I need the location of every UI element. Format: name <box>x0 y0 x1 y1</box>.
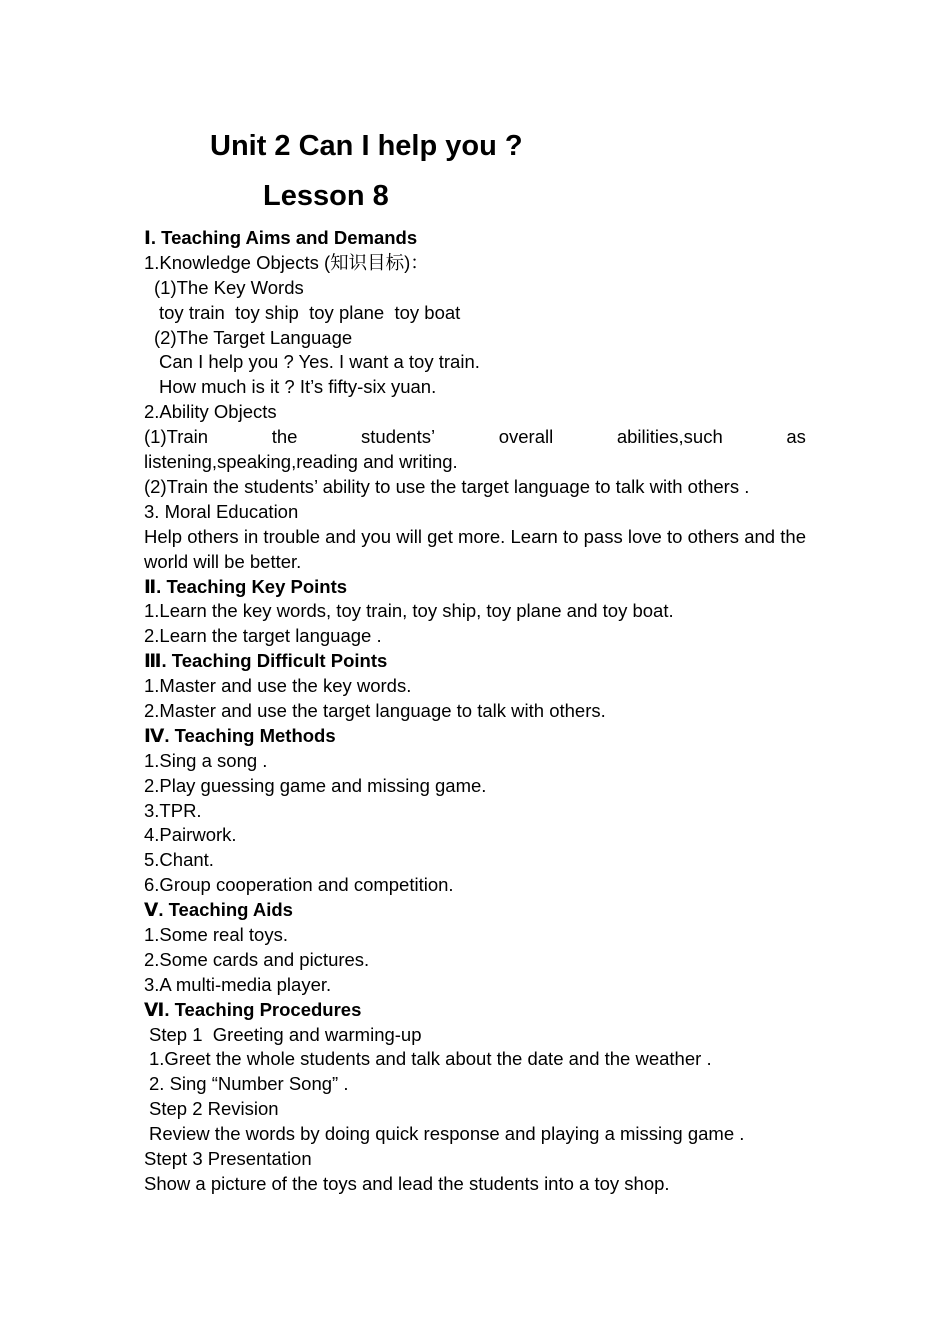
word: abilities,such <box>616 426 723 448</box>
method-item: 1.Sing a song . <box>144 749 268 771</box>
method-item: 2.Play guessing game and missing game. <box>144 774 487 796</box>
knowledge-objects-line: 1.Knowledge Objects (知识目标)： <box>144 251 429 273</box>
section-heading-methods: Ⅳ. Teaching Methods <box>144 724 336 746</box>
target-language-line-1: Can I help you ? Yes. I want a toy train. <box>159 351 480 373</box>
step-1-item-1: 1.Greet the whole students and talk about the date and the weather . <box>149 1048 712 1070</box>
ability-objects-line: 2.Ability Objects <box>144 401 277 423</box>
difficult-point-2: 2.Master and use the target language to talk with others. <box>144 699 606 721</box>
word: as <box>786 426 806 448</box>
step-1-heading: Step 1 Greeting and warming-up <box>149 1023 422 1045</box>
word: the <box>271 426 298 448</box>
aid-item: 3.A multi-media player. <box>144 973 332 995</box>
step-1-item-2: 2. Sing “Number Song” . <box>149 1073 349 1095</box>
step-3-text: Show a picture of the toys and lead the students into a toy shop. <box>144 1172 670 1194</box>
key-point-2: 2.Learn the target language . <box>144 625 382 647</box>
lesson-title: Lesson 8 <box>263 180 389 212</box>
section-heading-difficult-points: Ⅲ. Teaching Difficult Points <box>144 650 388 672</box>
moral-education-line: 3. Moral Education <box>144 500 299 522</box>
ability-objective-1-second-line: listening,speaking,reading and writing. <box>144 451 458 473</box>
section-heading-key-points: Ⅱ. Teaching Key Points <box>144 575 348 597</box>
key-words-subheading: (1)The Key Words <box>154 276 304 298</box>
section-heading-aids: Ⅴ. Teaching Aids <box>144 899 293 921</box>
aid-item: 2.Some cards and pictures. <box>144 948 370 970</box>
word: (1)Train <box>144 426 209 448</box>
word: overall <box>498 426 554 448</box>
key-point-1: 1.Learn the key words, toy train, toy ship, toy plane and toy boat. <box>144 600 674 622</box>
ability-objective-2: (2)Train the students’ ability to use the target language to talk with others . <box>144 475 750 497</box>
document-title: Unit 2 Can I help you ? <box>210 130 523 162</box>
ability-objective-1-first-line <box>144 425 806 450</box>
method-item: 5.Chant. <box>144 849 214 871</box>
step-2-text: Review the words by doing quick response and playing a missing game . <box>149 1123 745 1145</box>
document-page <box>144 128 806 1197</box>
section-heading-procedures: Ⅵ. Teaching Procedures <box>144 998 362 1020</box>
step-2-heading: Step 2 Revision <box>149 1098 279 1120</box>
aid-item: 1.Some real toys. <box>144 923 288 945</box>
target-language-subheading: (2)The Target Language <box>154 326 353 348</box>
target-language-line-2: How much is it ? It’s fifty-six yuan. <box>159 376 437 398</box>
difficult-point-1: 1.Master and use the key words. <box>144 675 412 697</box>
step-3-heading: Stept 3 Presentation <box>144 1148 312 1169</box>
method-item: 3.TPR. <box>144 799 202 821</box>
word: students’ <box>361 426 436 448</box>
method-item: 4.Pairwork. <box>144 824 237 846</box>
section-heading-aims: Ⅰ. Teaching Aims and Demands <box>144 227 418 248</box>
moral-education-text: Help others in trouble and you will get more. Learn to pass love to others and the world will be better. <box>144 525 806 572</box>
key-words-list: toy train toy ship toy plane toy boat <box>159 301 461 323</box>
method-item: 6.Group cooperation and competition. <box>144 874 454 896</box>
